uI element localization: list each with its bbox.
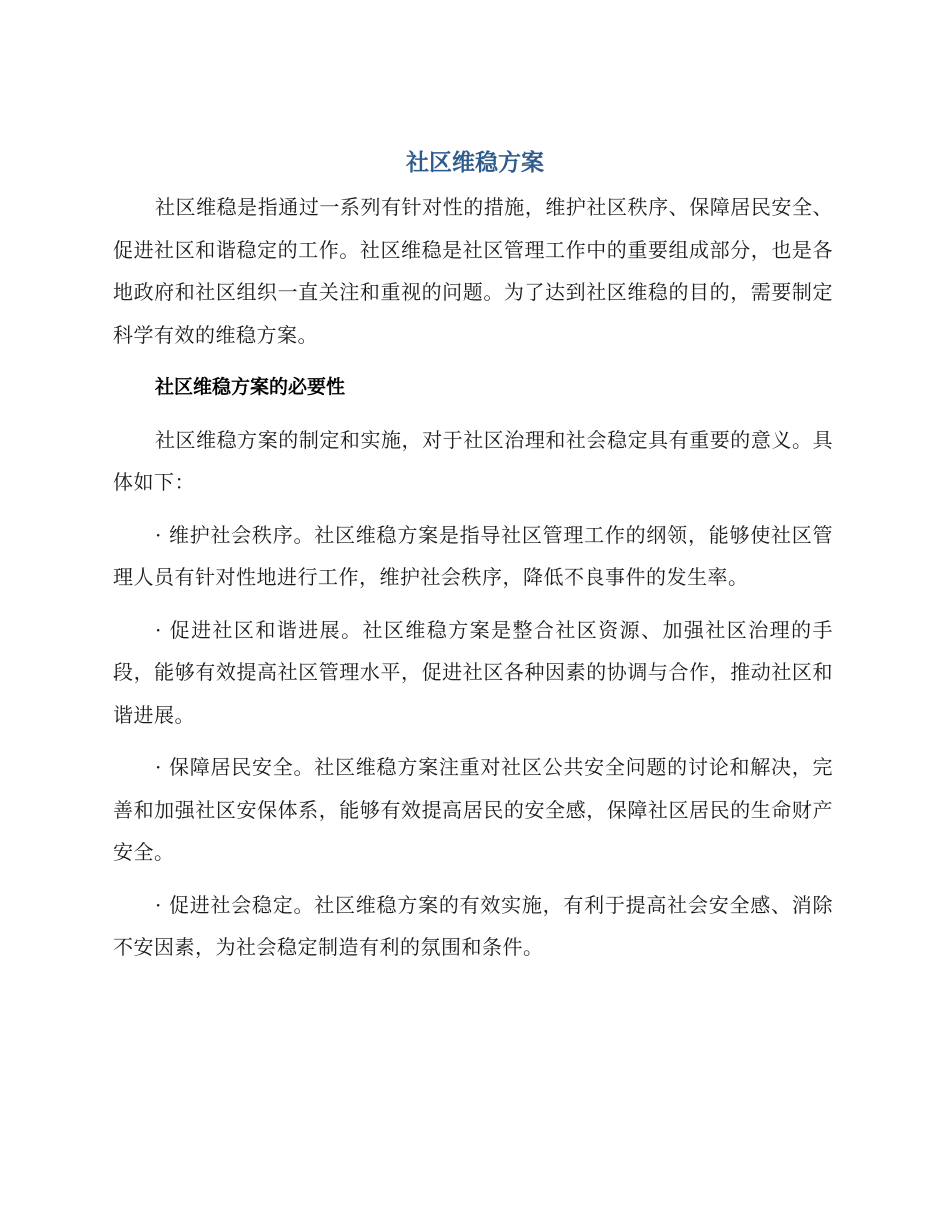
bullet-paragraph: · 促进社区和谐进展。社区维稳方案是整合社区资源、加强社区治理的手段，能够有效提高社区管理水平，促进社区各种因素的协调与合作，推动社区和谐进展。	[113, 617, 833, 727]
section-intro-paragraph: 社区维稳方案的制定和实施，对于社区治理和社会稳定具有重要的意义。具体如下：	[113, 427, 833, 494]
intro-paragraph: 社区维稳是指通过一系列有针对性的措施，维护社区秩序、保障居民安全、促进社区和谐稳定的工作。社区维稳是社区管理工作中的重要组成部分，也是各地政府和社区组织一直关注和重视的问题。为了达到社区维稳的目的，需要制定科学有效的维稳方案。	[113, 195, 833, 347]
bullet-paragraph: · 保障居民安全。社区维稳方案注重对社区公共安全问题的讨论和解决，完善和加强社区安保体系，能够有效提高居民的安全感，保障社区居民的生命财产安全。	[113, 755, 833, 864]
document-title: 社区维稳方案	[406, 150, 544, 176]
document-body	[113, 186, 833, 979]
bullet-paragraph: · 维护社会秩序。社区维稳方案是指导社区管理工作的纲领，能够使社区管理人员有针对性地进行工作，维护社会秩序，降低不良事件的发生率。	[113, 522, 833, 589]
section-heading: 社区维稳方案的必要性	[155, 376, 346, 398]
bullet-paragraph: · 促进社会稳定。社区维稳方案的有效实施，有利于提高社会安全感、消除不安因素，为社会稳定制造有利的氛围和条件。	[113, 892, 833, 959]
